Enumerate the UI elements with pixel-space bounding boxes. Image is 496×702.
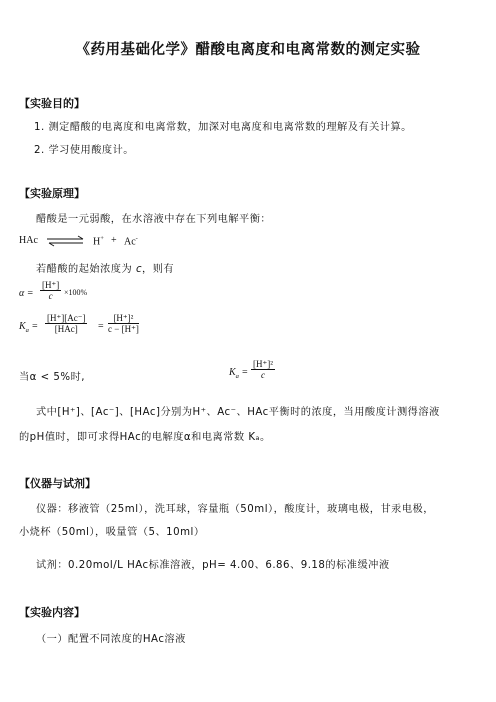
equilibrium-arrow-icon [45, 234, 87, 248]
alpha-fraction: $\frac{[H^+]}{c}$ [42, 280, 60, 301]
section-heading-purpose: 【实验目的】 [19, 97, 85, 110]
concentration-line: 若醋酸的起始浓度为 c，则有 [36, 264, 175, 275]
explain-line-1: 式中[H⁺]、[Ac⁻]、[HAc]分别为H⁺、Ac⁻、HAc平衡时的浓度，当用酸度计测得溶液 [36, 407, 440, 418]
ka-equals: = [98, 321, 104, 332]
instruments-line-1: 仪器：移液管（25ml），洗耳球，容量瓶（50ml），酸度计，玻璃电极，甘汞电极， [36, 504, 434, 515]
alpha-percent: ×100% [64, 288, 88, 297]
section-heading-apparatus: 【仪器与试剂】 [19, 477, 96, 490]
content-step-1: （一）配置不同浓度的HAc溶液 [36, 634, 186, 645]
page-title: 《药用基础化学》醋酸电离度和电离常数的测定实验 [75, 41, 421, 58]
explain-line-2: 的pH值时，即可求得HAc的电解度α和电离常数 Kₐ。 [19, 432, 271, 443]
equation-plus: + [111, 235, 117, 246]
equation-reactant: HAc [19, 235, 38, 246]
ka-symbol: $K_a$ = [19, 321, 39, 334]
purpose-item-2: 2. 学习使用酸度计。 [34, 145, 134, 156]
purpose-item-1: 1. 测定醋酸的电离度和电离常数，加深对电离度和电离常数的理解及有关计算。 [34, 122, 412, 133]
equation-product-h: H+ [93, 235, 104, 248]
equation-product-ac: Ac- [124, 235, 138, 248]
approx-ka-symbol: $K_a$ = [229, 367, 249, 380]
ka-fraction-1: [H⁺][Ac⁻] [HAc] [47, 313, 86, 334]
section-heading-principle: 【实验原理】 [19, 187, 85, 200]
reagents-line: 试剂：0.20mol/L HAc标准溶液，pH= 4.00、6.86、9.18的标准缓冲液 [36, 560, 390, 571]
ka-fraction-2: $\frac{\text{[H⁺]²}}{c - [H^+]}$ [108, 313, 139, 334]
instruments-line-2: 小烧杯（50ml），吸量管（5、10ml） [19, 527, 205, 538]
approx-fraction: $\frac{\text{[H⁺]²}}{c}$ [253, 359, 273, 380]
principle-intro: 醋酸是一元弱酸，在水溶液中存在下列电解平衡： [36, 214, 272, 225]
section-heading-content: 【实验内容】 [19, 606, 85, 619]
alpha-symbol: α = [19, 288, 34, 299]
approximation-condition: 当α < 5%时, [19, 372, 86, 383]
